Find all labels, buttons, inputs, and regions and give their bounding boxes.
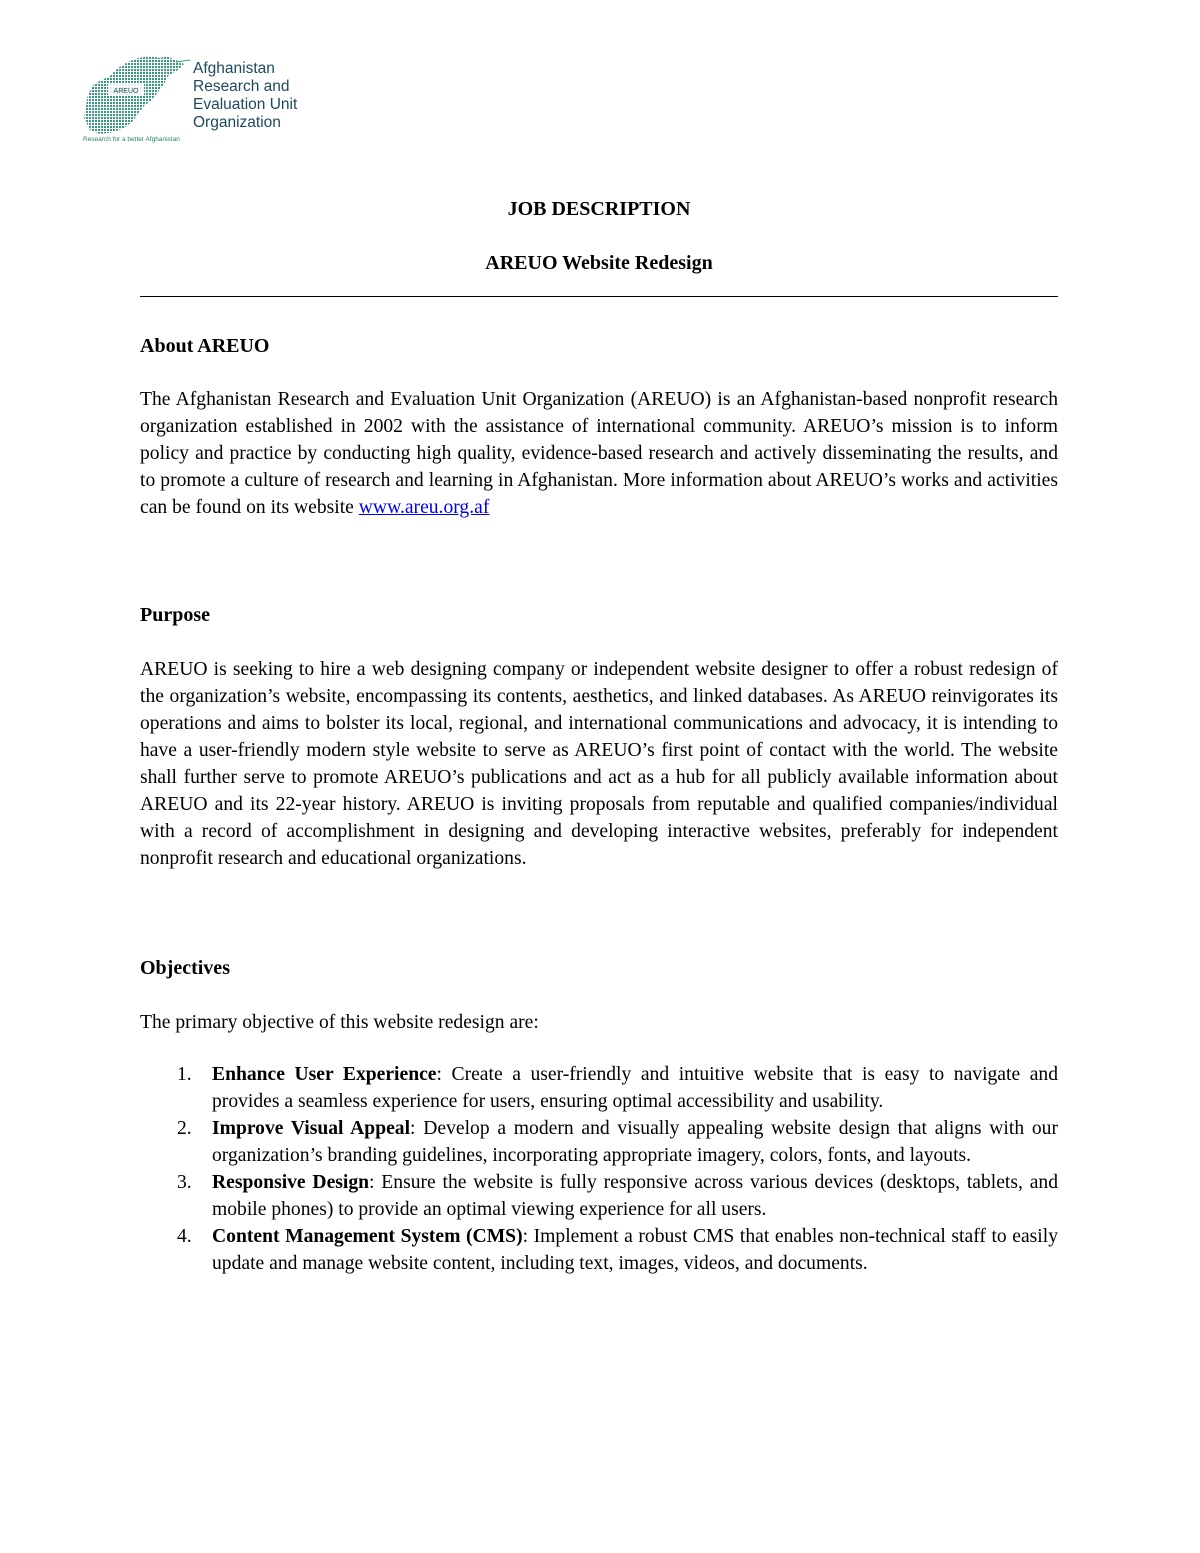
item-title: Responsive Design: [212, 1172, 370, 1193]
item-title: Content Management System (CMS): [212, 1226, 523, 1247]
document-title: JOB DESCRIPTION: [507, 198, 691, 220]
areuo-logo: [80, 52, 320, 152]
logo-name: [193, 60, 297, 132]
logo-line: Research and: [193, 78, 290, 95]
logo-badge: AREUO: [113, 88, 139, 95]
about-text: The Afghanistan Research and Evaluation Unit Organization (AREUO) is an Afghanistan-based nonprofit research organization established in 2002 with the assistance of international community. AREUO’s mission is to inform policy and practice by conducting high quality, evidence-based research and actively disseminating the results, and to promote a culture of research and learning in Afghanistan. More information about AREUO’s works and activities can be found on its website: [140, 389, 1058, 518]
afghanistan-map-icon: [80, 54, 190, 136]
item-title: Enhance User Experience: [212, 1064, 437, 1085]
list-number: 4.: [177, 1226, 192, 1247]
title-divider: [140, 296, 1058, 297]
logo-line: Evaluation Unit: [193, 96, 298, 113]
item-text: : Develop a modern and visually appealing website design that aligns with our organization’s branding guidelines, incorporating appropriate imagery, colors, fonts, and layouts.: [212, 1118, 1058, 1166]
list-number: 1.: [177, 1064, 192, 1085]
purpose-paragraph: AREUO is seeking to hire a web designing company or independent website designer to offer a robust redesign of the organization’s website, encompassing its contents, aesthetics, and linked databases. As AREUO reinvigorates its operations and aims to bolster its local, regional, and international communications and advocacy, it is intending to have a user-friendly modern style website to serve as AREUO’s first point of contact with the world. The website shall further serve to promote AREUO’s publications and act as a hub for all publicly available information about AREUO and its 22-year history. AREUO is inviting proposals from reputable and qualified companies/individual with a record of accomplishment in designing and developing interactive websites, preferably for independent nonprofit research and educational organizations.: [140, 659, 1058, 869]
list-item: [140, 1169, 1058, 1223]
item-title: Improve Visual Appeal: [212, 1118, 411, 1139]
purpose-heading: Purpose: [140, 604, 210, 626]
document-subtitle: AREUO Website Redesign: [485, 252, 713, 274]
logo-line: Organization: [193, 114, 281, 131]
about-heading: About AREUO: [140, 335, 270, 357]
list-item: [140, 1061, 1058, 1115]
objectives-heading: Objectives: [140, 957, 230, 979]
website-link[interactable]: www.areu.org.af: [358, 497, 490, 518]
list-item: [140, 1223, 1058, 1277]
list-number: 2.: [177, 1118, 192, 1139]
item-text: : Create a user-friendly and intuitive website that is easy to navigate and provides a seamless experience for users, ensuring optimal accessibility and usability.: [212, 1064, 1058, 1112]
list-item: [140, 1115, 1058, 1169]
logo-line: Afghanistan: [193, 60, 275, 77]
list-number: 3.: [177, 1172, 192, 1193]
logo-tagline: Research for a better Afghanistan: [83, 136, 180, 143]
about-paragraph: [140, 386, 1058, 521]
item-text: : Implement a robust CMS that enables non-technical staff to easily update and manage website content, including text, images, videos, and documents.: [212, 1226, 1058, 1274]
objectives-list: [140, 1061, 1058, 1277]
objectives-intro: The primary objective of this website redesign are:: [140, 1012, 539, 1033]
item-text: : Ensure the website is fully responsive across various devices (desktops, tablets, and mobile phones) to provide an optimal viewing experience for all users.: [212, 1172, 1058, 1220]
